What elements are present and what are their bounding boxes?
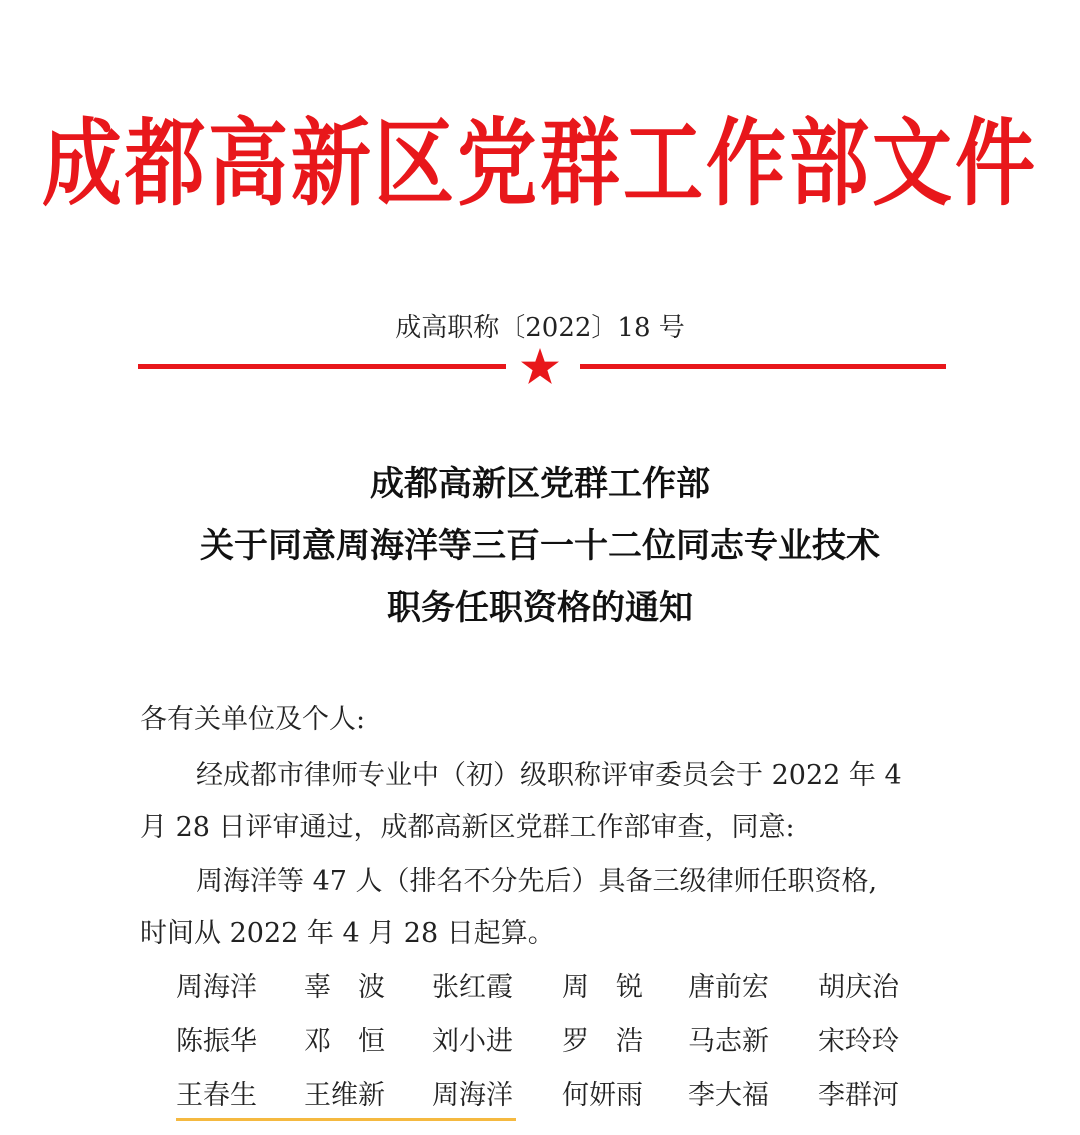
red-divider-left	[138, 364, 506, 369]
name-entry: 何妍雨	[562, 1080, 643, 1111]
paragraph-1-line-2: 月 28 日评审通过，成都高新区党群工作部审查，同意:	[140, 812, 795, 843]
name-entry: 李大福	[688, 1080, 769, 1111]
name-entry: 宋玲玲	[818, 1026, 899, 1057]
name-entry: 周 锐	[562, 972, 643, 1003]
title-line-3: 职务任职资格的通知	[387, 588, 693, 628]
red-divider-right	[580, 364, 946, 369]
title-line-1: 成都高新区党群工作部	[370, 464, 710, 504]
highlight-underline	[176, 1118, 516, 1121]
name-entry: 周海洋	[176, 972, 257, 1003]
name-entry: 王维新	[304, 1080, 385, 1111]
document-masthead: 成都高新区党群工作部文件	[42, 107, 1038, 219]
name-entry: 罗 浩	[562, 1026, 643, 1057]
title-line-2: 关于同意周海洋等三百一十二位同志专业技术	[200, 526, 880, 566]
document-number: 成高职称〔2022〕18 号	[395, 313, 685, 343]
name-entry: 陈振华	[176, 1026, 257, 1057]
name-entry: 邓 恒	[304, 1026, 385, 1057]
name-entry: 马志新	[688, 1026, 769, 1057]
name-entry: 李群河	[818, 1080, 899, 1111]
name-entry: 胡庆治	[818, 972, 899, 1003]
paragraph-2-line-2: 时间从 2022 年 4 月 28 日起算。	[140, 918, 555, 949]
salutation: 各有关单位及个人:	[140, 704, 366, 735]
red-star-icon	[520, 346, 560, 386]
name-entry: 辜 波	[304, 972, 385, 1003]
name-entry: 周海洋	[432, 1080, 513, 1111]
name-entry: 张红霞	[432, 972, 513, 1003]
name-entry: 刘小进	[432, 1026, 513, 1057]
paragraph-2-line-1: 周海洋等 47 人（排名不分先后）具备三级律师任职资格,	[196, 866, 878, 897]
name-entry: 唐前宏	[688, 972, 769, 1003]
name-entry: 王春生	[176, 1080, 257, 1111]
paragraph-1-line-1: 经成都市律师专业中（初）级职称评审委员会于 2022 年 4	[196, 760, 902, 791]
